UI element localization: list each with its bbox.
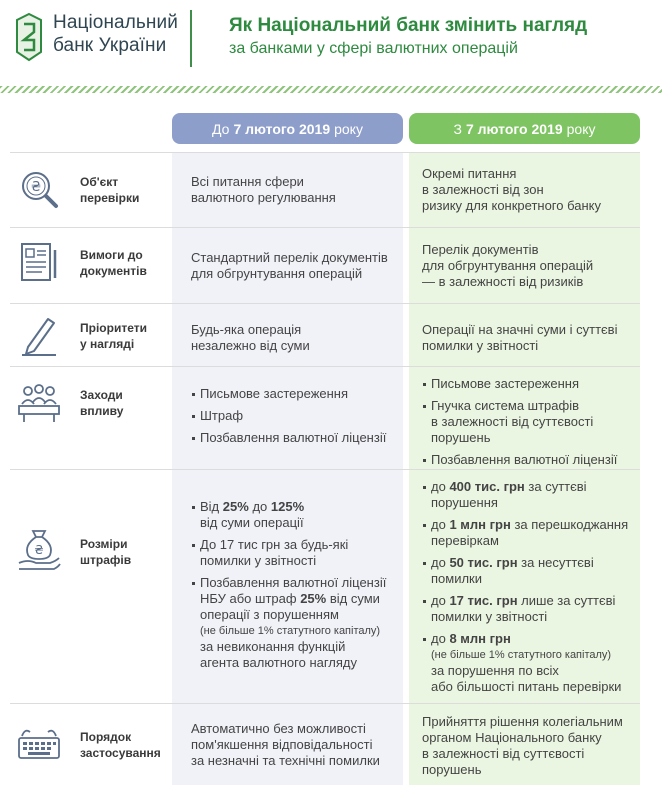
list-item: Гнучка система штрафів в залежності від суттєвості порушень [422, 398, 637, 446]
docs-before: Стандартний перелік документів для обгрунтування операцій [191, 250, 388, 281]
list-item: до 400 тис. грн за суттєві порушення [422, 479, 637, 511]
brand-name: Національний банк України [53, 12, 178, 56]
list-item: Від 25% до 125% від суми операції [191, 499, 396, 531]
money-bag-hand-icon [16, 525, 62, 571]
row-divider [10, 703, 640, 704]
keyboard-hands-icon [16, 722, 62, 768]
list-item: до 1 млн грн за перешкоджання перевіркам [422, 517, 637, 549]
row-label-procedure: Порядок застосування [80, 730, 161, 760]
documents-icon [16, 240, 62, 286]
object-after: Окремі питання в залежності від зон ризику для конкретного банку [422, 166, 601, 213]
list-item: до 17 тис. грн лише за суттєві помилки у звітності [422, 593, 637, 625]
page-subtitle: за банками у сфері валютних операцій [229, 40, 518, 57]
priority-before: Будь-яка операція незалежно від суми [191, 322, 310, 353]
row-divider [10, 152, 640, 153]
nbu-logo-icon [14, 12, 44, 62]
list-item: Письмове застереження [422, 376, 637, 392]
svg-text:₴: ₴ [34, 543, 44, 557]
list-item: Позбавлення валютної ліцензії НБУ або штраф 25% від суми операції з порушенням (не більше 1% статутного капіталу) за невиконання функцій агента валютного нагляду [191, 575, 396, 671]
row-divider [10, 303, 640, 304]
measures-before [191, 386, 396, 452]
object-before: Всі питання сфери валютного регулювання [191, 174, 336, 205]
list-item: до 8 млн грн (не більше 1% статутного капіталу) за порушення по всіх або більшості питань перевірки [422, 631, 637, 695]
priority-after: Операції на значні суми і суттєві помилки у звітності [422, 322, 618, 353]
page-title: Як Національний банк змінить нагляд [229, 15, 588, 36]
list-item: До 17 тис грн за будь-які помилки у звітності [191, 537, 396, 569]
row-label-priority: Пріоритети у нагляді [80, 321, 147, 351]
procedure-after: Прийняття рішення колегіальним органом Національного банку в залежності від суттєвості порушень [422, 714, 623, 777]
row-label-fines: Розміри штрафів [80, 537, 132, 567]
header-divider [190, 10, 192, 67]
fines-after [422, 479, 637, 701]
svg-text:₴: ₴ [30, 180, 42, 195]
row-label-docs: Вимоги до документів [80, 248, 147, 278]
row-label-object: Об'єкт перевірки [80, 175, 140, 205]
list-item: Письмове застереження [191, 386, 396, 402]
row-divider [10, 366, 640, 367]
row-label-measures: Заходи впливу [80, 388, 124, 418]
measures-after [422, 376, 637, 474]
hatch-divider [0, 86, 662, 93]
meeting-icon [16, 380, 62, 426]
procedure-before: Автоматично без можливості пом'якшення відповідальності за незначні та технічні помилки [191, 721, 380, 768]
list-item: Позбавлення валютної ліцензії [422, 452, 637, 468]
list-item: Позбавлення валютної ліцензії [191, 430, 396, 446]
magnifier-icon [16, 166, 62, 212]
list-item: до 50 тис. грн за несуттєві помилки [422, 555, 637, 587]
docs-after: Перелік документів для обгрунтування операцій — в залежності від ризиків [422, 242, 594, 289]
column-header-after: З 7 лютого 2019 року [409, 113, 640, 144]
list-item: Штраф [191, 408, 396, 424]
pen-icon [16, 313, 62, 359]
column-header-before: До 7 лютого 2019 року [172, 113, 403, 144]
fines-before [191, 499, 396, 677]
row-divider [10, 227, 640, 228]
